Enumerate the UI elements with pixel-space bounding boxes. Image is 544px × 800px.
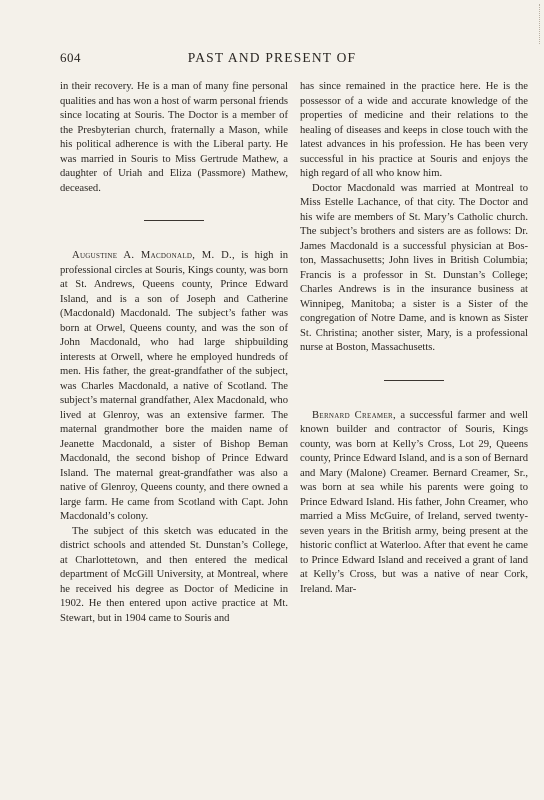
paragraph-marriage: Doctor Macdonald was married at Montreal to Miss Estelle Lachance, of that city. The Doctor and his wife are members of St. Mary’s Catholic church. The subject’s brothers and sisters are as follows: Dr. James Macdonald is a successful physician at Boston, Massachusetts; John lives in British Columbia; Francis is a professor in St. Dunstan’s College; Charles Andrews is in the insurance business at Winnipeg, Manitoba; a sister is a Sister of the congregation of Notre Dame, and is known as Sister St. Christina; another sister, Mary, is a professional nurse at Boston, Massachusetts. [300,182,528,353]
page-header [0,50,544,70]
paragraph-education: The subject of this sketch was educated in the district schools and attended St. Dunstan’s College, at Charlottetown, and then entered the medical department of McGill University, at Montreal, where he received his degree as Doctor of Medicine in 1902. He then entered upon active practice at Mt. Stewart, but in 1904 came to Souris and [60,525,288,624]
section-divider [144,220,204,221]
page-number: 604 [60,50,81,65]
paragraph-creamer-text: a successful farmer and well known builder and contractor of Souris, Kings county, was born at Kelly’s Cross, Lot 29, Queens county, Prince Edward Island, and is a son of Bernard and Mary (Malone) Creamer. Bernard Creamer, Sr., was born at sea while his parents were going to Prince Edward Island. His father, John Creamer, who married a Miss McGuire, of Ireland, served twenty-seven years in the British army, being present at the historic conflict at Waterloo. After that event he came to Prince Edward Island and received a grant of land at Kelly’s Cross, but was a native of near Cork, Ireland. Mar- [300,409,528,595]
left-column [60,80,288,626]
page-edge-mark [531,4,540,44]
subject-name: Augustine A. Macdonald, M. D., [72,250,235,261]
section-divider [384,380,444,381]
right-column [300,80,528,597]
running-title: PAST AND PRESENT OF [187,50,357,65]
paragraph-recovery: in their recovery. He is a man of many fine personal qualities and has won a host of warm personal friends since locating at Souris. The Doctor is a member of the Presbyterian church, fraternally a Mason, while his political adherence is with the Liberal party. He was married in Souris to Miss Gertrude Mathew, a daughter of Uriah and Eliza (Passmore) Mathew, deceased. [60,81,289,194]
paragraph-macdonald-intro [60,249,288,525]
paragraph-practice: has since remained in the practice here. He is the possessor of a wide and accurate knowledge of the properties of medicine and their relations to the healing of diseases and keeps in close touch with the latest advances in his profession. He has been very successful in his practice at Souris and enjoys the high regard of all who know him. [300,81,528,179]
paragraph-macdonald-text: is high in professional circles at Souris, Kings county, was born at St. Andrews, Queens county, Prince Edward Island, and is a son of Joseph and Catherine (Macdonald) Macdonald. The subject’s father was born at Orwel, Queens county, and was the son of John Macdonald, who had large shipbuilding interests at Orwell, where he employed hundreds of men. His father, the great-grandfather of the subject, was Charles Macdonald, a native of Scotland. The subject’s maternal grandfather, Alex Macdonald, who lived at Glenroy, was an extensive farmer. The maternal grandmother bore the maiden name of Jeanette Macdonald, a sister of Bishop Beman Macdonald, the second bishop of Prince Edward Island. The maternal great-grandfather was also a native of Glenroy, Queens county, and there owned a large farm. He came from Scotland with Capt. John Macdonald’s colony. [60,250,288,522]
paragraph-creamer-intro [300,409,528,598]
subject-name: Bernard Creamer, [312,409,396,421]
